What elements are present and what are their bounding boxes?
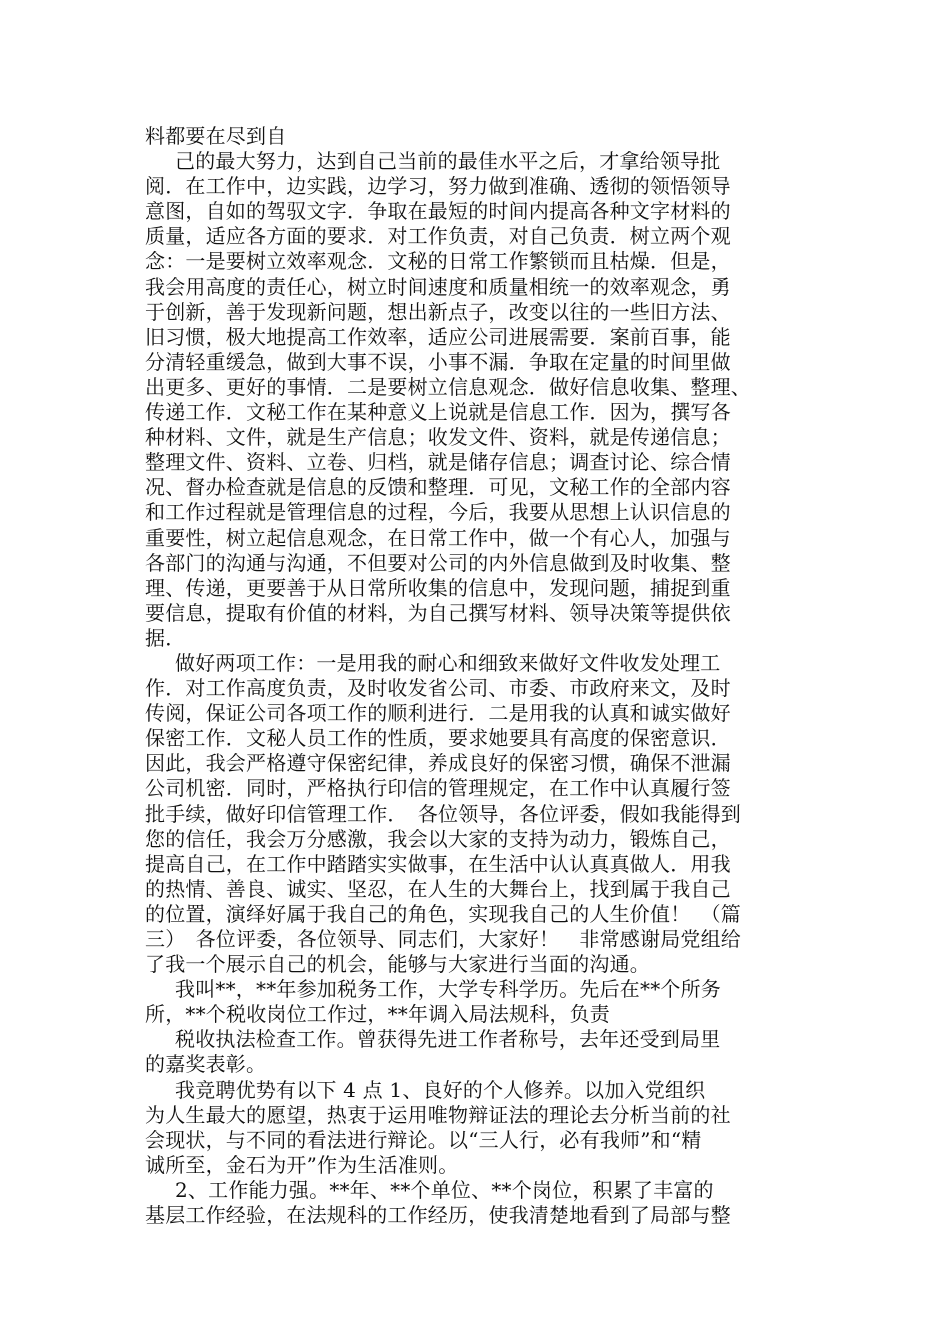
text-line: 传阅，保证公司各项工作的顺利进行．二是用我的认真和诚实做好 (145, 701, 731, 726)
text-line: 提高自己，在工作中踏踏实实做事，在生活中认认真真做人．用我 (145, 851, 731, 876)
text-line: 诚所至，金石为开”作为生活准则。 (145, 1152, 459, 1177)
text-line: 了我一个展示自己的机会，能够与大家进行当面的沟通。 (145, 952, 650, 977)
text-line: 念：一是要树立效率观念．文秘的日常工作繁锁而且枯燥．但是， (145, 249, 731, 274)
text-line: 我竞聘优势有以下 4 点 1、良好的个人修养。以加入党组织 (175, 1077, 706, 1102)
text-line: 保密工作．文秘人员工作的性质，要求她要具有高度的保密意识． (145, 726, 731, 751)
text-line: 意图，自如的驾驭文字．争取在最短的时间内提高各种文字材料的 (145, 199, 731, 224)
text-line: 料都要在尽到自 (145, 124, 287, 148)
text-line: 所，**个税收岗位工作过，**年调入局法规科，负责 (145, 1002, 610, 1027)
text-line: 况、督办检查就是信息的反馈和整理．可见，文秘工作的全部内容 (145, 475, 731, 500)
text-line: 批手续，做好印信管理工作． 各位领导，各位评委，假如我能得到 (145, 801, 741, 826)
text-line: 于创新，善于发现新问题，想出新点子，改变以往的一些旧方法、 (145, 299, 731, 324)
text-line: 重要性，树立起信息观念，在日常工作中，做一个有心人，加强与 (145, 525, 731, 550)
text-line: 传递工作．文秘工作在某种意义上说就是信息工作．因为，撰写各 (145, 400, 731, 425)
text-line: 基层工作经验，在法规科的工作经历，使我清楚地看到了局部与整 (145, 1203, 731, 1228)
text-line: 税收执法检查工作。曾获得先进工作者称号，去年还受到局里 (175, 1027, 721, 1052)
text-line: 我会用高度的责任心，树立时间速度和质量相统一的效率观念，勇 (145, 274, 731, 299)
text-line: 分清轻重缓急，做到大事不误，小事不漏．争取在定量的时间里做 (145, 349, 731, 374)
text-line: 2、工作能力强。**年、**个单位、**个岗位，积累了丰富的 (175, 1177, 714, 1202)
text-line: 做好两项工作：一是用我的耐心和细致来做好文件收发处理工 (175, 650, 721, 675)
text-line: 各部门的沟通与沟通，不但要对公司的内外信息做到及时收集、整 (145, 550, 731, 575)
text-line: 理、传递，更要善于从日常所收集的信息中，发现问题，捕捉到重 (145, 575, 731, 600)
text-line: 己的最大努力，达到自己当前的最佳水平之后，才拿给领导批 (175, 149, 721, 174)
text-line: 整理文件、资料、立卷、归档，就是储存信息；调查讨论、综合情 (145, 450, 731, 475)
text-line: 公司机密．同时，严格执行印信的管理规定，在工作中认真履行签 (145, 776, 731, 801)
text-line: 要信息，提取有价值的材料，为自己撰写材料、领导决策等提供依 (145, 600, 731, 625)
text-line: 因此，我会严格遵守保密纪律，养成良好的保密习惯，确保不泄漏 (145, 751, 731, 776)
text-line: 和工作过程就是管理信息的过程，今后，我要从思想上认识信息的 (145, 500, 731, 525)
text-line: 我叫**，**年参加税务工作，大学专科学历。先后在**个所务 (175, 977, 721, 1002)
text-line: 出更多、更好的事情．二是要树立信息观念．做好信息收集、整理、 (145, 374, 751, 399)
text-line: 您的信任，我会万分感激，我会以大家的支持为动力，锻炼自己， (145, 826, 731, 851)
text-line: 据． (145, 625, 186, 650)
document-body-text (145, 124, 819, 1228)
text-line: 的嘉奖表彰。 (145, 1052, 267, 1077)
text-line: 作．对工作高度负责，及时收发省公司、市委、市政府来文，及时 (145, 676, 731, 701)
text-line: 旧习惯，极大地提高工作效率，适应公司进展需要．案前百事，能 (145, 324, 731, 349)
text-line: 三） 各位评委，各位领导、同志们，大家好！ 非常感谢局党组给 (145, 927, 741, 951)
text-line: 种材料、文件，就是生产信息；收发文件、资料，就是传递信息； (145, 425, 731, 450)
text-line: 阅．在工作中，边实践，边学习，努力做到准确、透彻的领悟领导 (145, 174, 731, 199)
text-line: 的热情、善良、诚实、坚忍，在人生的大舞台上，找到属于我自己 (145, 876, 731, 901)
text-line: 为人生最大的愿望，热衷于运用唯物辩证法的理论去分析当前的社 (145, 1102, 731, 1127)
text-line: 会现状，与不同的看法进行辩论。以“三人行，必有我师”和“精 (145, 1127, 702, 1152)
text-line: 质量，适应各方面的要求．对工作负责，对自己负责．树立两个观 (145, 224, 731, 249)
text-line: 的位置，演绎好属于我自己的角色，实现我自己的人生价值！ （篇 (145, 901, 741, 926)
